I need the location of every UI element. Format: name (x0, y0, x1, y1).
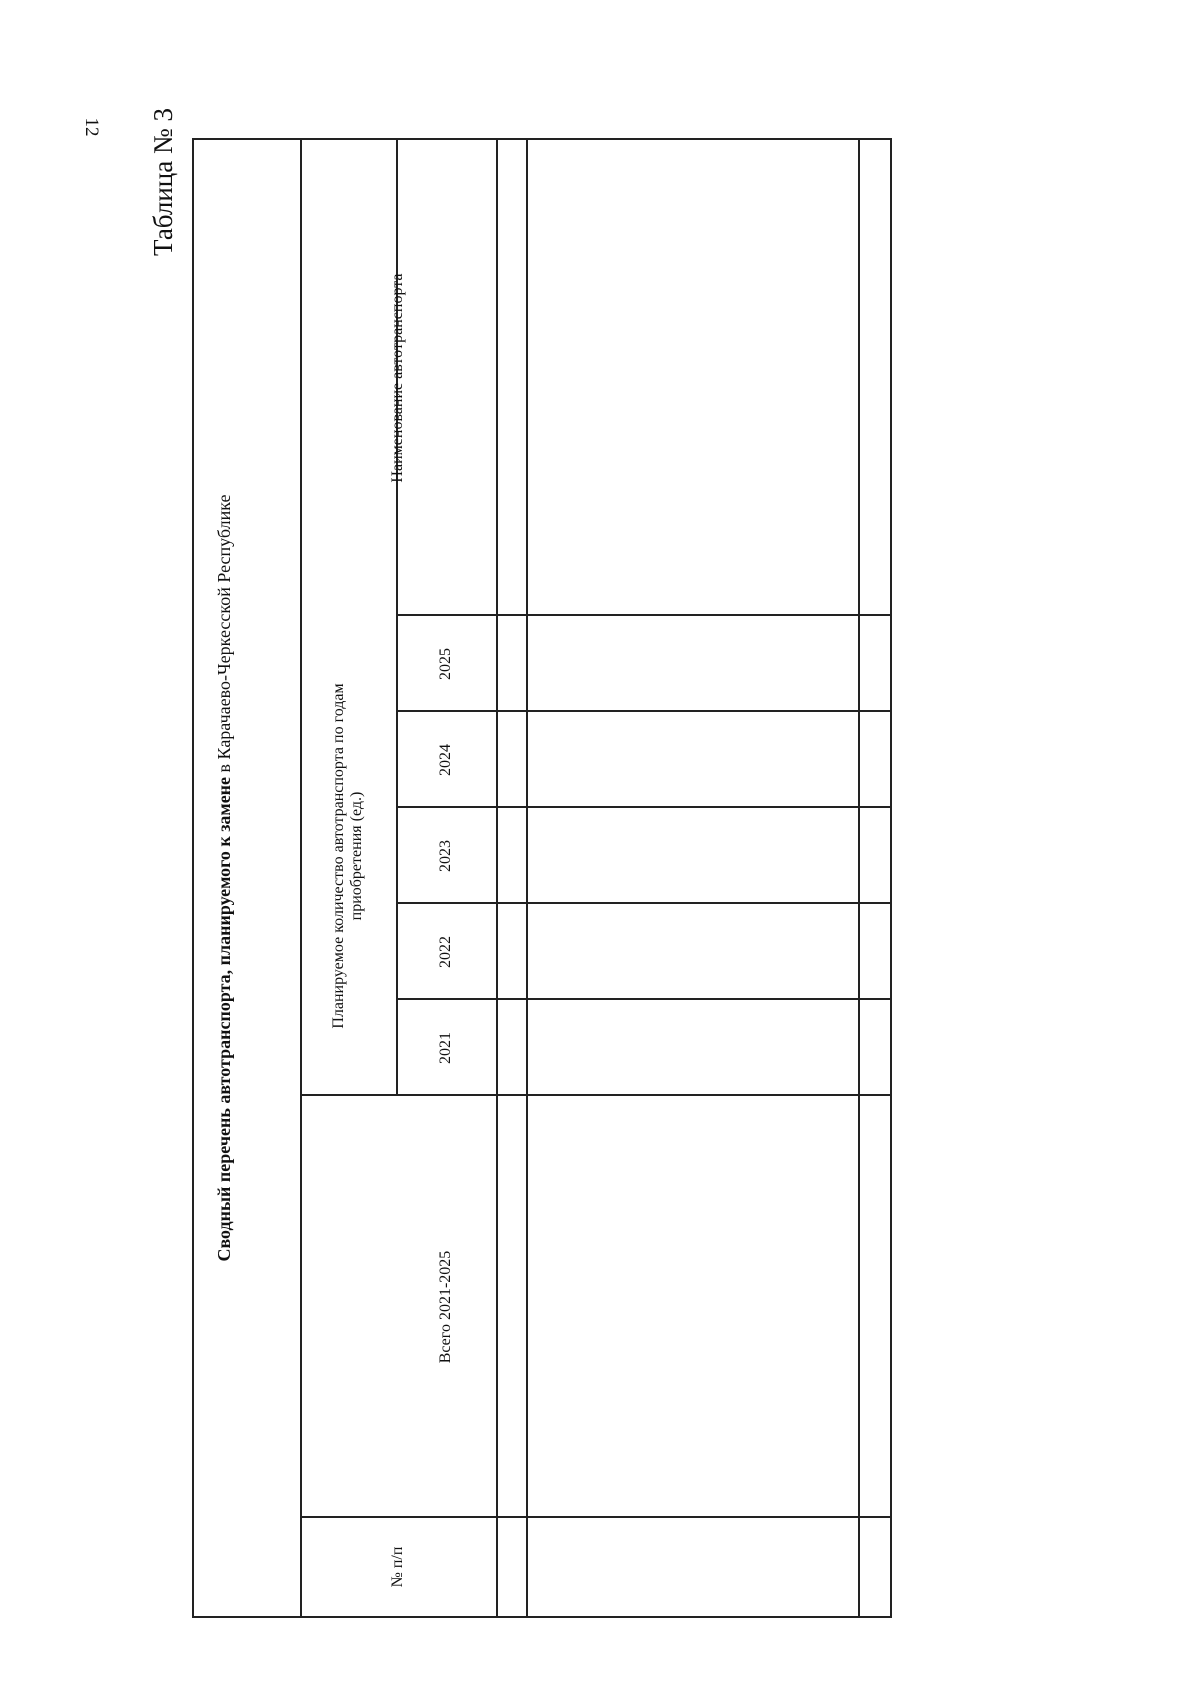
grid-line (858, 140, 860, 1616)
grid-line (496, 140, 498, 1616)
header-name: Наименование автотранспорта (389, 273, 406, 483)
title-bold: Сводный перечень автотранспорта, планируемого к замене (214, 776, 234, 1262)
header-total: Всего 2021-2025 (437, 1250, 454, 1364)
summary-table (300, 140, 892, 1616)
grid-line (526, 140, 528, 1616)
header-year-2022: 2022 (437, 936, 454, 968)
title-rest: в Карачаево-Черкесской Республике (214, 494, 234, 777)
header-group: Планируемое количество автотранспорта по годам приобретения (ед.) (330, 683, 365, 1029)
rotated-page-content (148, 78, 898, 1618)
header-year-2023: 2023 (437, 840, 454, 872)
table-label: Таблица № 3 (148, 108, 178, 256)
header-year-2025: 2025 (437, 648, 454, 680)
header-no: № п/п (389, 1546, 406, 1588)
table-frame (192, 138, 892, 1618)
page-number: 12 (81, 117, 102, 137)
table-title (214, 140, 235, 1616)
header-year-2021: 2021 (437, 1032, 454, 1064)
header-year-2024: 2024 (437, 744, 454, 776)
